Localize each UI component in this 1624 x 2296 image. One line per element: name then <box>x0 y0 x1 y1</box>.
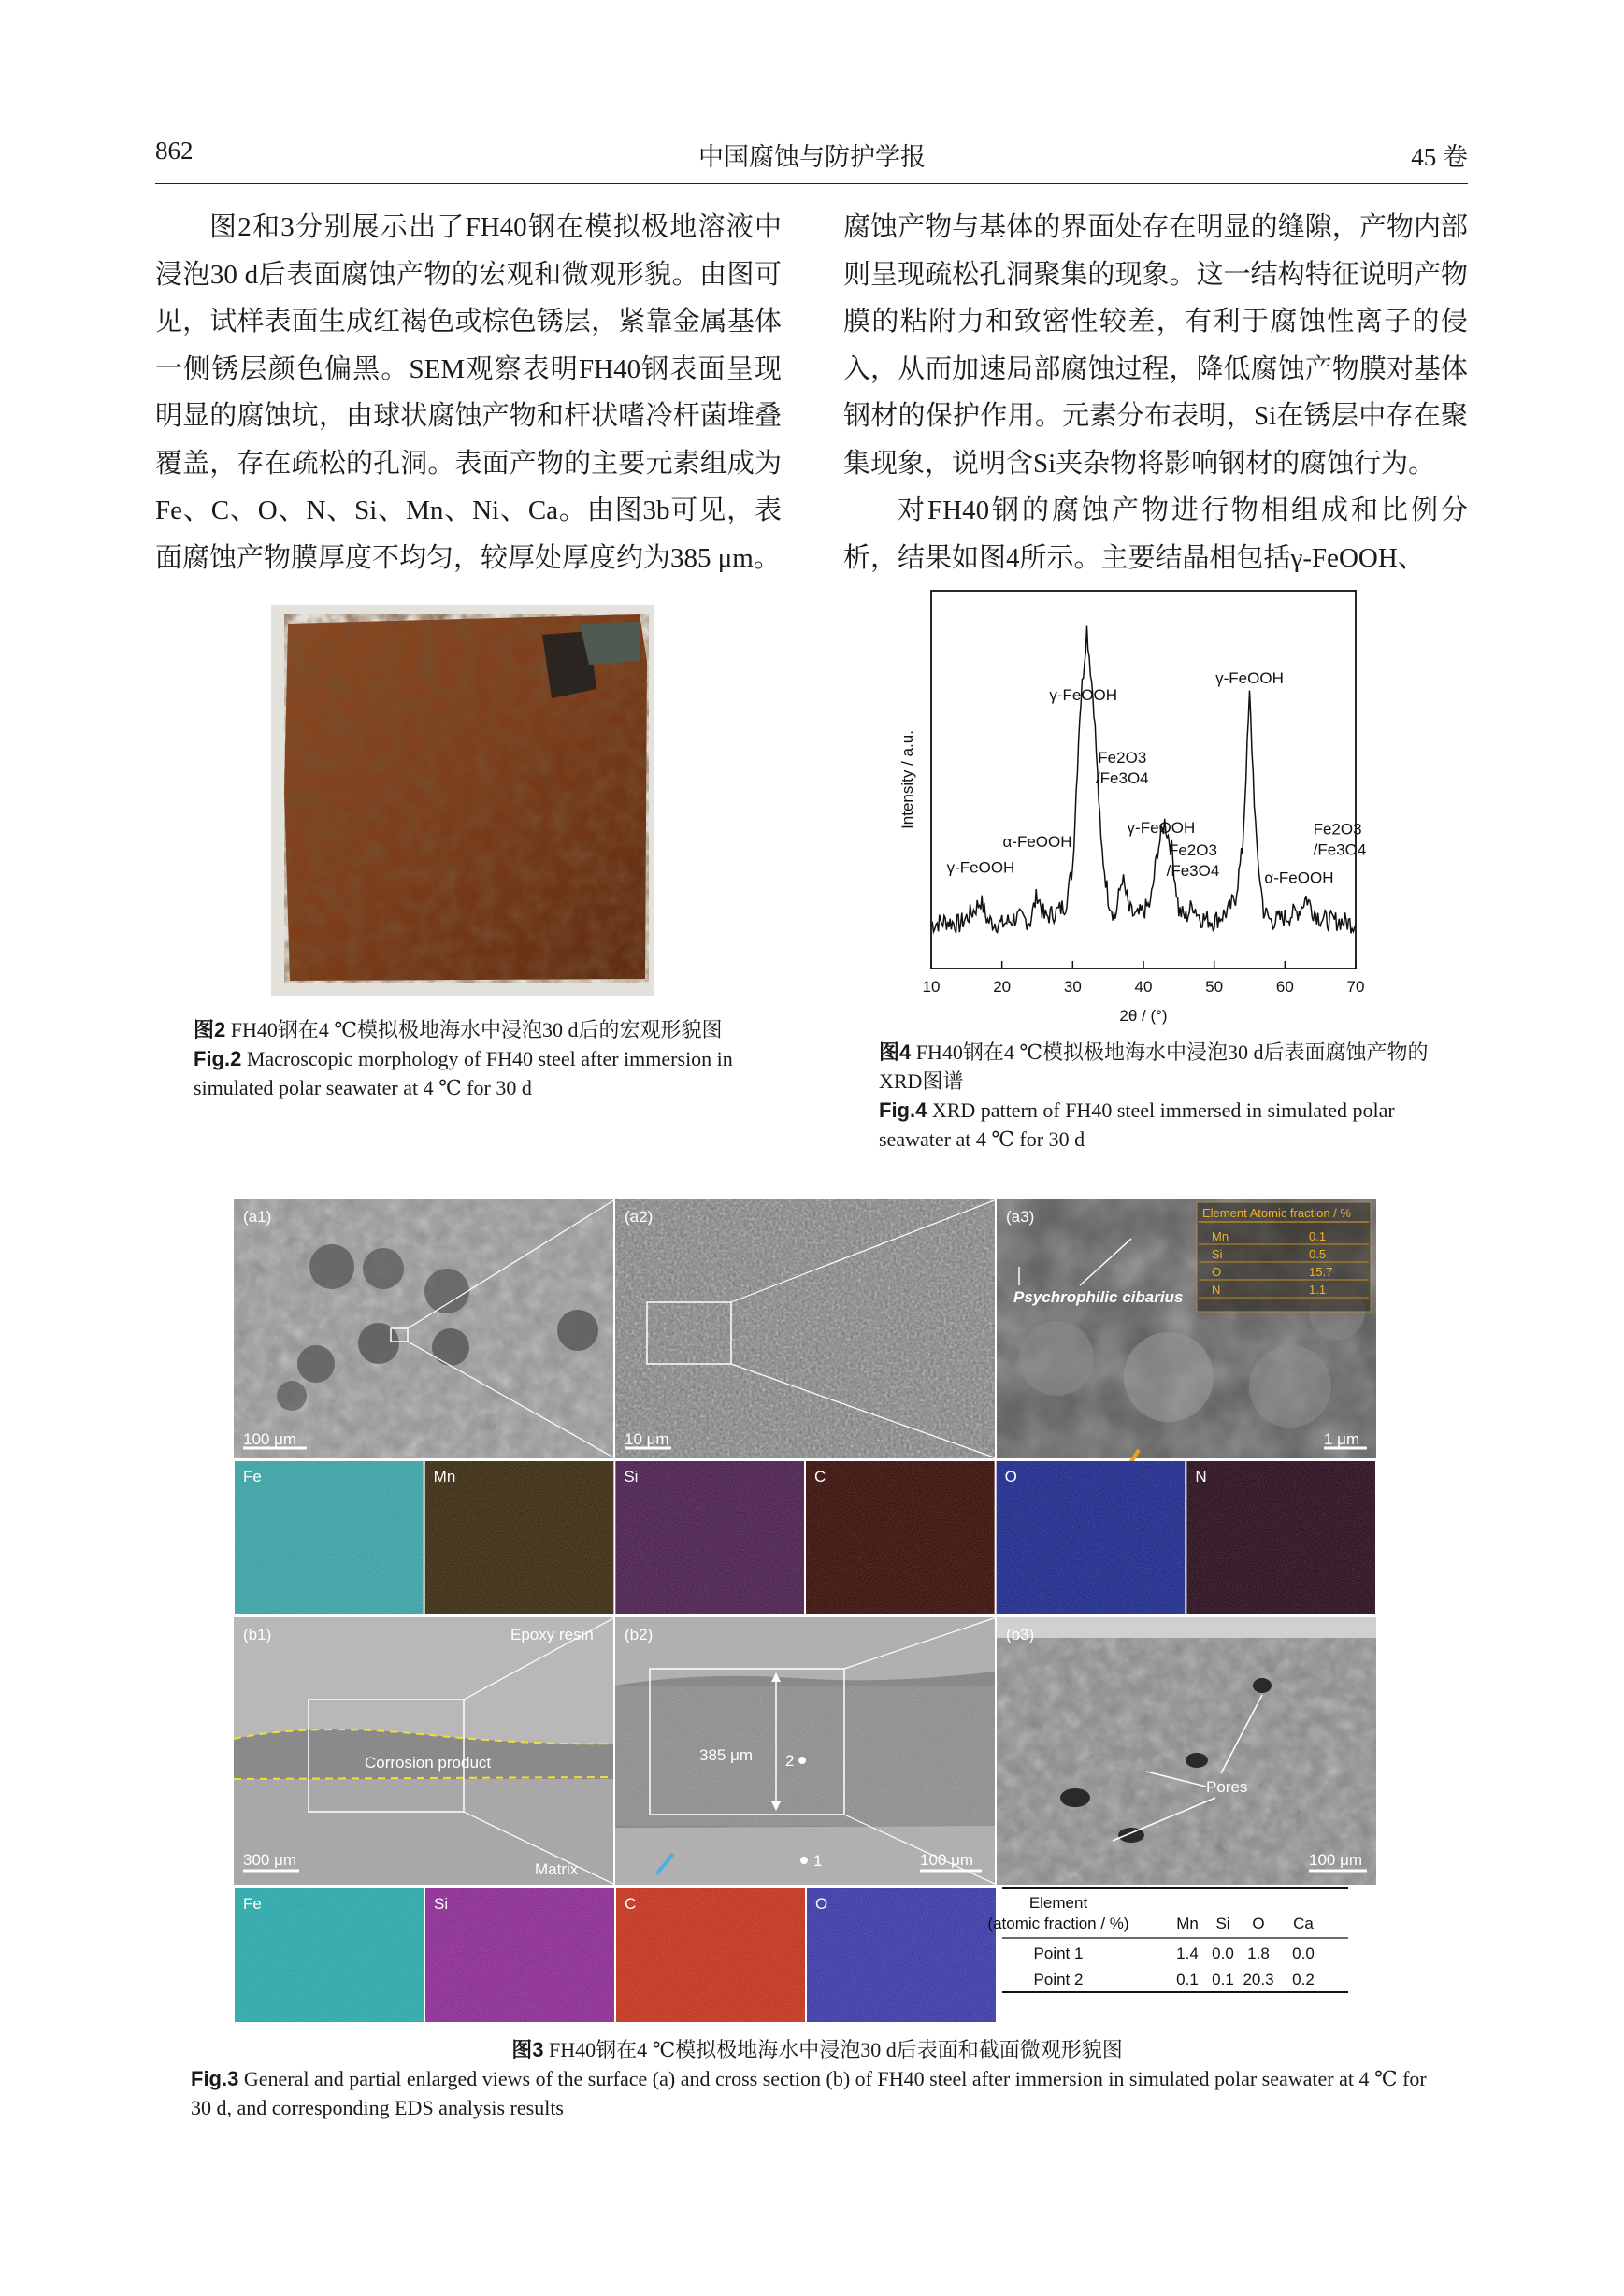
eds-col-header: Si <box>1215 1915 1230 1932</box>
fig4-caption <box>879 1038 1459 1154</box>
panel-a2-scale: 10 μm <box>625 1430 669 1448</box>
peak-annotation: α-FeOOH <box>1264 868 1334 887</box>
fig4-en-text: XRD pattern of FH40 steel immersed in simulated polar seawater at 4 ℃ for 30 d <box>879 1098 1395 1151</box>
peak-annotation: Fe2O3 /Fe3O4 <box>1095 748 1149 787</box>
right-paragraph-2: 对FH40钢的腐蚀产物进行物相组成和比例分析，结果如图4所示。主要结晶相包括γ-FeOOH、 <box>843 495 1468 573</box>
fig2-cn-label: 图2 <box>194 1018 226 1041</box>
eds-map-b-noise <box>425 1888 614 2022</box>
a3-table-element: N <box>1212 1283 1221 1297</box>
eds-table <box>987 1888 1348 1992</box>
eds-cell: 20.3 <box>1243 1971 1274 1988</box>
x-tick-label: 60 <box>1275 978 1294 996</box>
panel-a3-scale: 1 μm <box>1324 1430 1360 1448</box>
fig4-cn-text: FH40钢在4 ℃模拟极地海水中浸泡30 d后表面腐蚀产物的XRD图谱 <box>879 1040 1429 1093</box>
fig3-en-label: Fig.3 <box>191 2067 239 2090</box>
panel-b3-scale: 100 μm <box>1309 1851 1363 1869</box>
a3-table-element: Mn <box>1212 1229 1229 1243</box>
peak-annotation: γ-FeOOH <box>1049 686 1118 705</box>
panel-a1-label: (a1) <box>243 1208 272 1226</box>
fig2-en-label: Fig.2 <box>194 1047 242 1070</box>
eds-head-line2: (atomic fraction / %) <box>987 1915 1129 1932</box>
eds-col-header: Mn <box>1176 1915 1199 1932</box>
panel-a2 <box>615 1199 995 1458</box>
eds-map-a-label: N <box>1195 1468 1207 1485</box>
eds-cell: 1.4 <box>1176 1944 1199 1962</box>
peak-annotation: γ-FeOOH <box>946 858 1015 877</box>
eds-maps-b <box>235 1888 996 2022</box>
panel-b2-label: (b2) <box>625 1626 654 1643</box>
fig4-cn-label: 图4 <box>879 1040 912 1064</box>
eds-map-a-noise <box>997 1461 1186 1614</box>
eds-row-label: Point 1 <box>1033 1944 1084 1962</box>
a3-table-header: Element Atomic fraction / % <box>1202 1206 1351 1220</box>
a3-table-element: O <box>1212 1265 1222 1279</box>
matrix-label: Matrix <box>535 1860 579 1878</box>
thickness-label: 385 μm <box>699 1746 754 1764</box>
right-paragraph-1: 腐蚀产物与基体的界面处存在明显的缝隙，产物内部则呈现疏松孔洞聚集的现象。这一结构特征说明产物膜的粘附力和致密性较差，有利于腐蚀性离子的侵入，从而加速局部腐蚀过程，降低腐蚀产物膜对基体钢材的保护作用。元素分布表明，Si在锈层中存在聚集现象，说明含Si夹杂物将影响钢材的腐蚀行为。 <box>843 212 1468 479</box>
eds-map-a-label: Si <box>624 1468 639 1485</box>
eds-col-header: O <box>1252 1915 1265 1932</box>
a3-table-value: 0.1 <box>1309 1229 1327 1243</box>
eds-cell: 0.2 <box>1292 1971 1315 1988</box>
eds-map-a-label: C <box>814 1468 826 1485</box>
fig2-photo <box>271 605 654 996</box>
header-rule <box>155 183 1468 184</box>
panel-a3 <box>997 1199 1376 1476</box>
eds-maps-a <box>235 1461 1375 1614</box>
psychro-label: Psychrophilic cibarius <box>1013 1288 1184 1306</box>
page-number: 862 <box>155 136 194 165</box>
x-tick-label: 10 <box>922 978 941 996</box>
peak-annotation: Fe2O3 /Fe3O4 <box>1166 841 1220 881</box>
fig3-composite <box>234 1199 1376 2022</box>
epoxy-label: Epoxy resin <box>510 1626 594 1643</box>
a3-table-value: 0.5 <box>1309 1247 1327 1261</box>
panel-b1 <box>234 1617 613 1885</box>
a3-table-element: Si <box>1212 1247 1223 1261</box>
fig3-cn-label: 图3 <box>511 2038 544 2061</box>
fig2-cn-text: FH40钢在4 ℃模拟极地海水中浸泡30 d后的宏观形貌图 <box>230 1018 723 1041</box>
a3-table-value: 1.1 <box>1309 1283 1327 1297</box>
volume-label: 45 卷 <box>1411 143 1468 171</box>
eds-map-a-label: Mn <box>433 1468 456 1485</box>
panel-b3-label: (b3) <box>1006 1626 1035 1643</box>
eds-cell: 0.1 <box>1176 1971 1199 1988</box>
eds-map-b-label: C <box>625 1895 637 1913</box>
eds-map-a-noise <box>1186 1461 1375 1614</box>
panel-a1 <box>234 1199 613 1458</box>
panel-b3 <box>997 1617 1376 1885</box>
x-tick-label: 30 <box>1063 978 1082 996</box>
right-column <box>843 204 1468 581</box>
eds-map-b-label: Fe <box>243 1895 262 1913</box>
panel-b2-scale: 100 μm <box>920 1851 974 1869</box>
eds-cell: 1.8 <box>1247 1944 1270 1962</box>
panel-a3-label: (a3) <box>1006 1208 1035 1226</box>
eds-map-a-noise <box>615 1461 804 1614</box>
x-tick-label: 50 <box>1205 978 1224 996</box>
peak-annotation: α-FeOOH <box>1002 833 1072 852</box>
a3-table-value: 15.7 <box>1309 1265 1333 1279</box>
eds-map-b-noise <box>235 1888 424 2022</box>
fig3-cn-text: FH40钢在4 ℃模拟极地海水中浸泡30 d后表面和截面微观形貌图 <box>549 2038 1123 2061</box>
xrd-chart <box>879 589 1402 1028</box>
eds-map-b-label: O <box>815 1895 828 1913</box>
x-tick-label: 40 <box>1134 978 1153 996</box>
fig2-en-text: Macroscopic morphology of FH40 steel after immersion in simulated polar seawater at 4 ℃ for 30 d <box>194 1047 733 1099</box>
eds-col-header: Ca <box>1293 1915 1314 1932</box>
eds-map-b-noise <box>807 1888 996 2022</box>
eds-cell: 0.1 <box>1212 1971 1234 1988</box>
x-tick-label: 20 <box>993 978 1012 996</box>
peak-annotation: Fe2O3 /Fe3O4 <box>1313 820 1367 859</box>
x-tick-label: 70 <box>1346 978 1365 996</box>
x-axis-label: 2θ / (°) <box>1119 1007 1168 1025</box>
fig4-en-label: Fig.4 <box>879 1098 927 1122</box>
fig3-en-text: General and partial enlarged views of the surface (a) and cross section (b) of FH40 steel after immersion in simulated polar seawater at 4 ℃ for 30 d, and corresponding EDS analysis results <box>191 2067 1427 2119</box>
eds-head-line1: Element <box>1028 1894 1088 1912</box>
panel-b1-scale: 300 μm <box>243 1851 297 1869</box>
panel-a2-label: (a2) <box>625 1208 654 1226</box>
panel-a1-scale: 100 μm <box>243 1430 297 1448</box>
peak-annotation: γ-FeOOH <box>1215 669 1284 687</box>
left-paragraph: 图2和3分别展示出了FH40钢在模拟极地溶液中浸泡30 d后表面腐蚀产物的宏观和微观形貌。由图可见，试样表面生成红褐色或棕色锈层，紧靠金属基体一侧锈层颜色偏黑。SEM观察表明FH40钢表面呈现明显的腐蚀坑，由球状腐蚀产物和杆状嗜冷杆菌堆叠覆盖，存在疏松的孔洞。表面产物的主要元素组成为Fe、C、O、N、Si、Mn、Ni、Ca。由图3b可见，表面腐蚀产物膜厚度不均匀，较厚处厚度约为385 μm。 <box>155 212 782 573</box>
point2-label: 2 <box>785 1752 795 1770</box>
corrosion-product-label: Corrosion product <box>365 1754 492 1772</box>
panel-b2 <box>615 1617 995 1885</box>
journal-title: 中国腐蚀与防护学报 <box>698 143 926 171</box>
eds-cell: 0.0 <box>1212 1944 1234 1962</box>
eds-map-a-label: Fe <box>243 1468 262 1485</box>
eds-cell: 0.0 <box>1292 1944 1315 1962</box>
peak-annotation: γ-FeOOH <box>1127 818 1196 837</box>
point1-label: 1 <box>813 1852 823 1870</box>
y-axis-label: Intensity / a.u. <box>898 730 916 829</box>
eds-row-label: Point 2 <box>1033 1971 1084 1988</box>
fig2-caption <box>194 1015 755 1102</box>
eds-map-b-noise <box>616 1888 805 2022</box>
eds-map-b-label: Si <box>434 1895 449 1913</box>
eds-map-a-noise <box>806 1461 995 1614</box>
fig3-caption <box>191 2035 1444 2122</box>
eds-map-a-noise <box>235 1461 424 1614</box>
left-column <box>155 204 782 581</box>
eds-map-a-label: O <box>1004 1468 1017 1485</box>
panel-b1-label: (b1) <box>243 1626 272 1643</box>
pores-label: Pores <box>1206 1778 1248 1796</box>
